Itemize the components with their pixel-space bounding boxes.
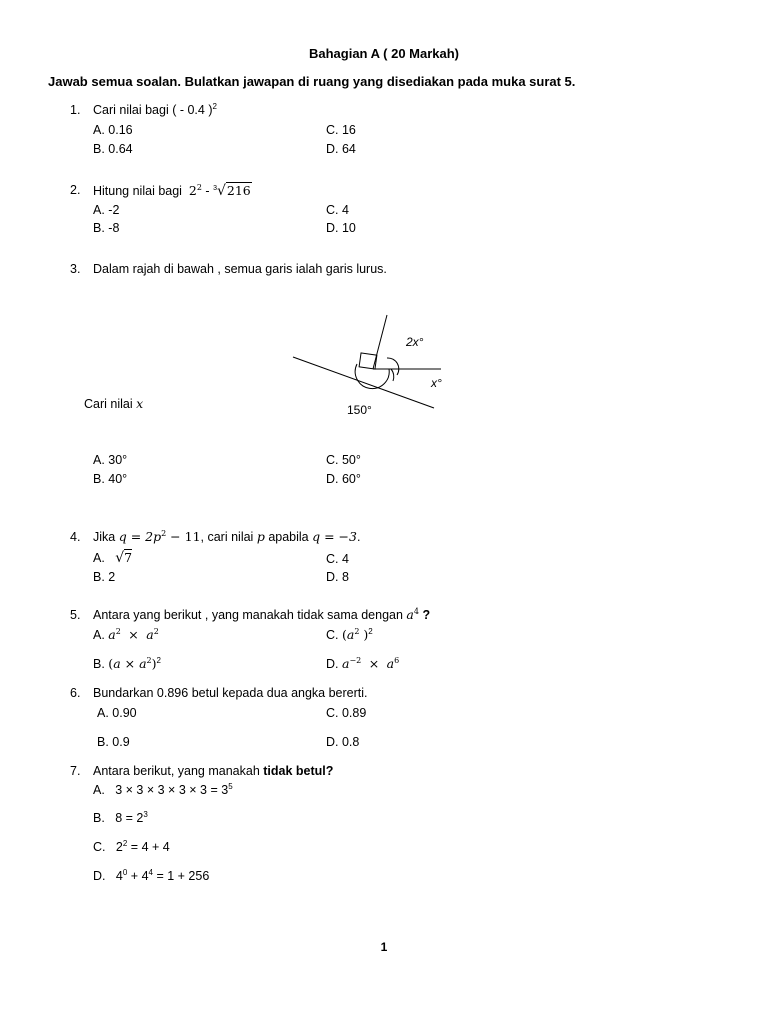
q7-option-b[interactable]: B. $8 = 2^3$ xyxy=(93,810,148,825)
q6-option-b[interactable]: B. 0.9 xyxy=(97,735,130,749)
q5-option-b[interactable]: B. $(a \times a^2)^2$ xyxy=(93,656,161,671)
q3-text: Dalam rajah di bawah , semua garis ialah garis lurus. xyxy=(93,262,387,276)
instructions: Jawab semua soalan. Bulatkan jawapan di ruang yang disediakan pada muka surat 5. xyxy=(48,74,576,89)
q3-ask: Cari nilai x xyxy=(84,396,144,411)
label-x: x° xyxy=(431,376,442,390)
q4-option-b[interactable]: B. 2 xyxy=(93,570,116,584)
q4-number: 4. xyxy=(70,530,81,544)
q3-option-a[interactable]: A. 30° xyxy=(93,453,128,467)
q1-option-d[interactable]: D. 64 xyxy=(326,142,356,156)
q7-number: 7. xyxy=(70,764,81,778)
line-diagonal xyxy=(293,357,434,408)
label-2x: 2x° xyxy=(406,335,424,349)
page-number: 1 xyxy=(380,940,388,954)
q2-option-c[interactable]: C. 4 xyxy=(326,203,349,217)
arc-x xyxy=(391,369,394,381)
q7-option-a[interactable]: A. $3 \times 3 \times 3 \times 3 \times 3 = 3^5$ xyxy=(93,782,233,797)
line-vertical xyxy=(373,315,387,369)
q3-number: 3. xyxy=(70,262,81,276)
q1-text: Cari nilai bagi ( - 0.4 )$^2$ xyxy=(93,102,217,117)
q6-option-c[interactable]: C. 0.89 xyxy=(326,706,367,720)
right-angle-marker xyxy=(359,353,377,369)
q4-option-c[interactable]: C. 4 xyxy=(326,552,349,566)
q5-option-a[interactable]: A. $a^2 \times a^2$ xyxy=(93,627,159,642)
q2-option-d[interactable]: D. 10 xyxy=(326,221,356,235)
q1-option-c[interactable]: C. 16 xyxy=(326,123,356,137)
q6-text: Bundarkan 0.896 betul kepada dua angka bererti. xyxy=(93,686,368,700)
q6-option-a[interactable]: A. 0.90 xyxy=(97,706,137,720)
q6-option-d[interactable]: D. 0.8 xyxy=(326,735,360,749)
q4-option-d[interactable]: D. 8 xyxy=(326,570,349,584)
q1-option-a[interactable]: A. 0.16 xyxy=(93,123,133,137)
label-150: 150° xyxy=(347,403,372,417)
q5-text: Antara yang berikut , yang manakah tidak sama dengan $a^4$ ? xyxy=(93,607,431,622)
q7-text: Antara berikut, yang manakah tidak betul? xyxy=(93,764,334,778)
q4-option-a[interactable]: A. √7 xyxy=(93,550,133,566)
q3-option-d[interactable]: D. 60° xyxy=(326,472,361,486)
q7-option-c[interactable]: C. $2^2 = 4 + 4$ xyxy=(93,839,170,854)
q6-number: 6. xyxy=(70,686,81,700)
q5-option-c[interactable]: C. ($a^2$ )$^2$ xyxy=(326,627,373,642)
q5-option-d[interactable]: D. $a^{-2} \times a^6$ xyxy=(326,656,400,671)
q4-text: Jika $q = 2p^2 - 11$, cari nilai p apabila q = −3. xyxy=(93,529,361,544)
q3-option-b[interactable]: B. 40° xyxy=(93,472,128,486)
q1-option-b[interactable]: B. 0.64 xyxy=(93,142,133,156)
section-title: Bahagian A ( 20 Markah) xyxy=(308,46,460,61)
q2-option-b[interactable]: B. -8 xyxy=(93,221,120,235)
cube-root: √ xyxy=(216,183,226,199)
q2-option-a[interactable]: A. -2 xyxy=(93,203,120,217)
q3-option-c[interactable]: C. 50° xyxy=(326,453,361,467)
q2-text: Hitung nilai bagi $2^2 - ^3√216$ xyxy=(93,183,251,199)
q5-number: 5. xyxy=(70,608,81,622)
q1-number: 1. xyxy=(70,103,81,117)
q7-option-d[interactable]: D. $4^0 + 4^4 = 1 + 256$ xyxy=(93,868,210,883)
q2-number: 2. xyxy=(70,183,81,197)
arc-150 xyxy=(355,364,389,389)
